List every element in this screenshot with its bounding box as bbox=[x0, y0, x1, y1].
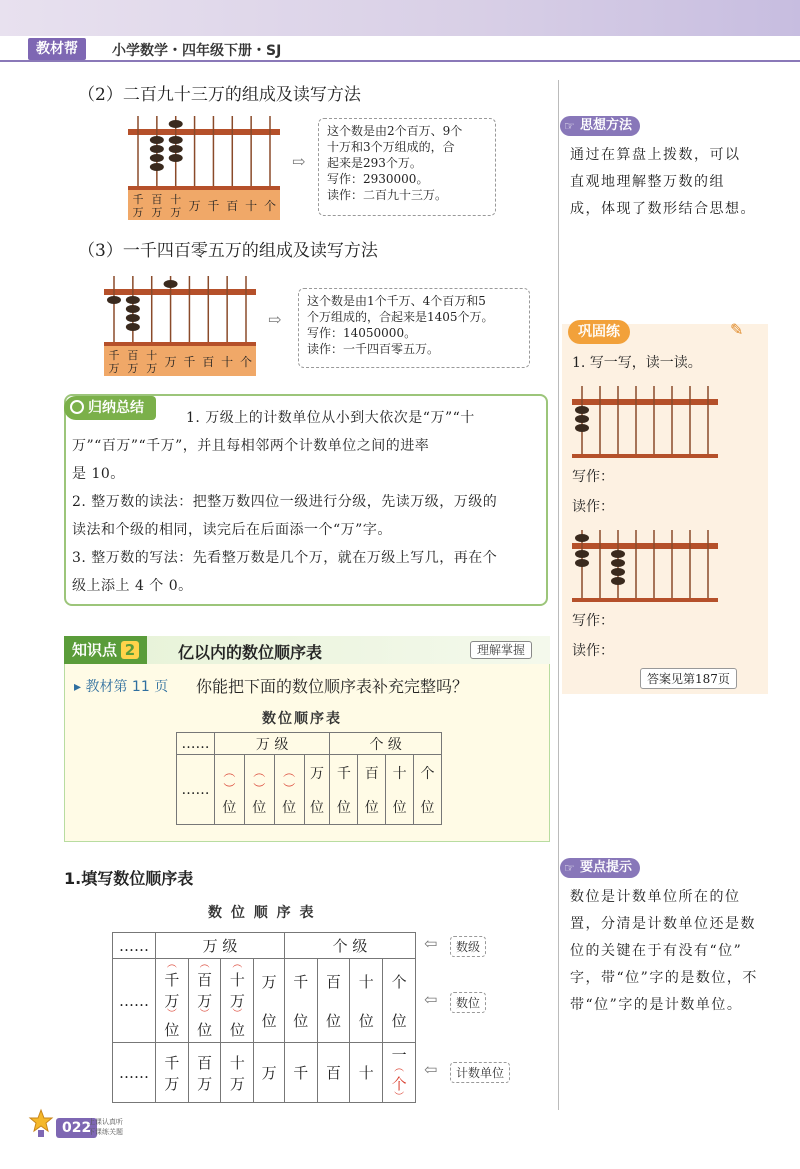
summary-line: 3. 整万数的写法：先看整万数是几个万，就在万级上写几，再在个 bbox=[72, 550, 498, 566]
abacus-label: 万 bbox=[164, 355, 177, 369]
abacus-label: 百 bbox=[151, 193, 163, 206]
pencil-icon: ✎ bbox=[730, 320, 744, 339]
label-shuwei: 数位 bbox=[450, 992, 486, 1013]
abacus-label: 千 bbox=[132, 193, 144, 206]
method-tag: ☞ 思想方法 bbox=[560, 116, 640, 136]
abacus-label: 个 bbox=[263, 199, 277, 213]
abacus-label: 千 bbox=[108, 349, 120, 362]
abacus-bead bbox=[169, 154, 183, 162]
label-shuji: 数级 bbox=[450, 936, 486, 957]
top-band bbox=[0, 0, 800, 36]
abacus-label: 万 bbox=[127, 362, 139, 375]
answer-reference: 答案见第187页 bbox=[640, 668, 737, 689]
abacus-bead bbox=[575, 559, 589, 567]
abacus-practice-1 bbox=[572, 382, 718, 458]
abacus-label: 百 bbox=[226, 199, 239, 213]
target-icon bbox=[70, 400, 84, 414]
abacus-bead bbox=[150, 163, 164, 171]
write-label: 写作： bbox=[572, 613, 614, 629]
place-value-table-blank: …… 万 级 个 级 …… ︵ ︶ 位 ︵ ︶ 位 ︵ ︶ 位 万 位 千 位 百 位 十 位 个 位 bbox=[176, 732, 442, 825]
abacus-bead bbox=[611, 577, 625, 585]
summary-tag: 归纳总结 bbox=[64, 396, 156, 420]
abacus-label: 万 bbox=[188, 199, 201, 213]
place-value-table: …… 万 级 个 级 …… ︵ 千 万 ︶ 位 ︵ 百 万 ︶ 位 ︵ 十 万 ︶ 位 万 位 千 位 百 位 十 位 个 位 …… 千 万 百 万 十 万 万 千 百 十 一 ︵ 个 ︶ bbox=[112, 932, 416, 1103]
knowledge-point-tag: 知识点 2 bbox=[64, 636, 147, 664]
method-text: 通过在算盘上拨数，可以 直观地理解整万数的组 成，体现了数形结合思想。 bbox=[570, 147, 756, 217]
abacus-label: 百 bbox=[202, 355, 215, 369]
summary-line: 级上添上 4 个 0。 bbox=[72, 578, 193, 594]
summary-line: 1. 万级上的计数单位从小到大依次是“万”“十 bbox=[186, 410, 475, 426]
abacus-bead bbox=[575, 415, 589, 423]
abacus-label: 十 bbox=[245, 199, 258, 213]
abacus-label: 万 bbox=[132, 206, 144, 219]
practice-question: 1. 写一写，读一读。 bbox=[572, 355, 702, 371]
abacus-bead bbox=[575, 534, 589, 542]
abacus-label: 个 bbox=[239, 355, 253, 369]
mastery-badge: 理解掌握 bbox=[470, 641, 532, 659]
read-label: 读作： bbox=[572, 643, 614, 659]
abacus-bead bbox=[611, 550, 625, 558]
label-counting-unit: 计数单位 bbox=[450, 1062, 510, 1083]
abacus-bead bbox=[126, 314, 140, 322]
part2-description: 这个数是由2个百万、9个 十万和3个万组成的，合 起来是293个万。 写作：2930000。 读作：二百九十三万。 bbox=[318, 118, 496, 216]
abacus-label: 万 bbox=[146, 362, 158, 375]
abacus-label: 万 bbox=[108, 362, 120, 375]
knowledge-point-title: 亿以内的数位顺序表 bbox=[178, 643, 323, 662]
part3-description: 这个数是由1个千万、4个百万和5 个万组成的，合起来是1405个万。 写作：14050000。 读作：一千四百零五万。 bbox=[298, 288, 530, 368]
mascot-icon bbox=[28, 1108, 54, 1138]
abacus-label: 万 bbox=[151, 206, 163, 219]
table-caption: 数 位 顺 序 表 bbox=[208, 905, 316, 921]
read-label: 读作： bbox=[572, 499, 614, 515]
table-caption: 数位顺序表 bbox=[262, 711, 342, 727]
abacus-label: 千 bbox=[207, 199, 220, 213]
abacus-label: 千 bbox=[183, 355, 196, 369]
abacus-bead bbox=[164, 280, 178, 288]
arrow-left-icon: ⇦ bbox=[424, 1060, 438, 1079]
column-divider bbox=[558, 80, 559, 1110]
abacus-label: 百 bbox=[127, 349, 139, 362]
abacus-bead bbox=[150, 136, 164, 144]
summary-line: 读法和个级的相同，读完后在后面添一个“万”字。 bbox=[72, 522, 392, 538]
arrow-left-icon: ⇦ bbox=[424, 934, 438, 953]
tip-tag: ☞ 要点提示 bbox=[560, 858, 640, 878]
abacus-bead bbox=[611, 568, 625, 576]
abacus-bead bbox=[150, 145, 164, 153]
abacus-practice-2 bbox=[572, 526, 718, 602]
abacus-bead bbox=[611, 559, 625, 567]
abacus-bead bbox=[126, 305, 140, 313]
abacus-bead bbox=[575, 406, 589, 414]
header-title: 小学数学・四年级下册・SJ bbox=[112, 43, 282, 59]
arrow-icon: ⇨ bbox=[292, 152, 306, 171]
textbook-reference: ▸ 教材第 11 页 bbox=[74, 679, 169, 695]
tip-text: 数位是计数单位所在的位 置，分清是计数单位还是数 位的关键在于有没有“位” 字，带“位”字的是数位，不 带“位”字的是计数单位。 bbox=[570, 889, 758, 1013]
page-number: 022 bbox=[56, 1118, 97, 1138]
write-label: 写作： bbox=[572, 469, 614, 485]
abacus-bead bbox=[107, 296, 121, 304]
abacus-label: 十 bbox=[221, 355, 234, 369]
section-heading: 1.填写数位顺序表 bbox=[64, 869, 194, 888]
part2-heading: （2）二百九十三万的组成及读写方法 bbox=[78, 85, 361, 105]
practice-tag: 巩固练 bbox=[568, 320, 630, 344]
summary-line: 万”“百万”“千万”，并且每相邻两个计数单位之间的进率 bbox=[72, 438, 430, 454]
abacus-part3 bbox=[104, 272, 256, 376]
knowledge-question: 你能把下面的数位顺序表补充完整吗？ bbox=[196, 677, 469, 696]
abacus-bead bbox=[575, 424, 589, 432]
arrow-icon: ⇨ bbox=[268, 310, 282, 329]
abacus-bead bbox=[126, 296, 140, 304]
abacus-bead bbox=[150, 154, 164, 162]
abacus-label: 十 bbox=[146, 349, 158, 362]
abacus-bead bbox=[169, 120, 183, 128]
abacus-bead bbox=[126, 323, 140, 331]
footer-slogan: 上课认真听 下课练关题 bbox=[88, 1118, 123, 1136]
abacus-label: 万 bbox=[170, 206, 182, 219]
abacus-bead bbox=[169, 145, 183, 153]
abacus-label: 十 bbox=[170, 193, 182, 206]
part3-heading: （3）一千四百零五万的组成及读写方法 bbox=[78, 241, 378, 261]
abacus-bead bbox=[169, 136, 183, 144]
abacus-part2 bbox=[128, 112, 280, 220]
summary-line: 是 10。 bbox=[72, 466, 125, 482]
abacus-bead bbox=[575, 550, 589, 558]
summary-line: 2. 整万数的读法：把整万数四位一级进行分级，先读万级，万级的 bbox=[72, 494, 498, 510]
arrow-left-icon: ⇦ bbox=[424, 990, 438, 1009]
brand-badge: 教材帮 bbox=[28, 38, 86, 60]
